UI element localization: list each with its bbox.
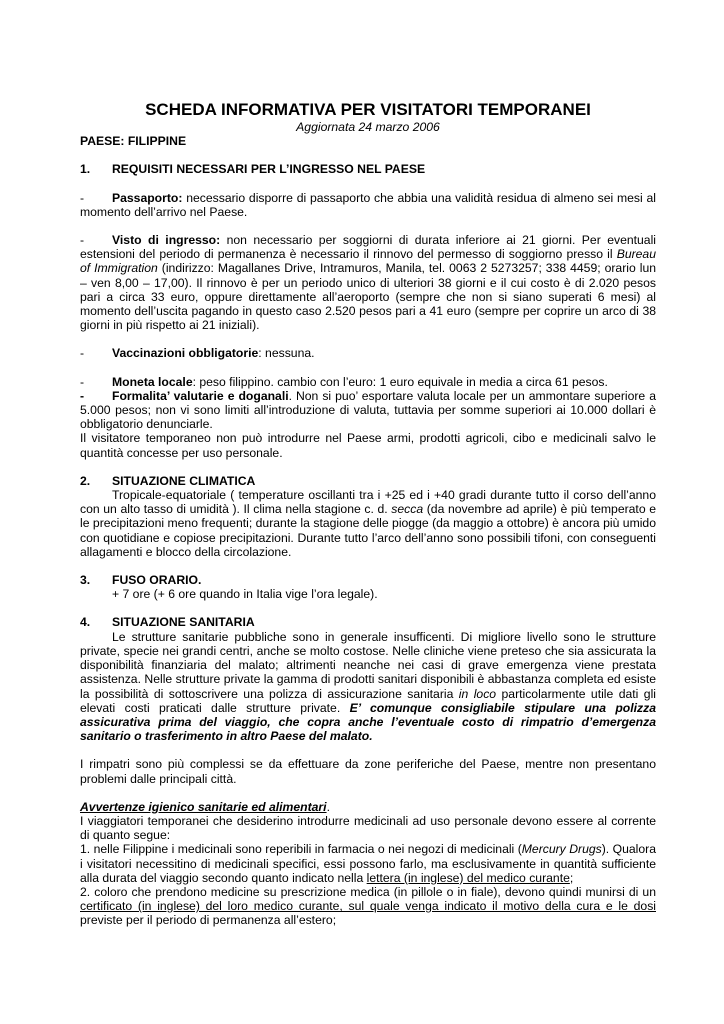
section-number: 4. <box>80 615 91 630</box>
passport-label: Passaporto: <box>112 190 183 205</box>
section-title: SITUAZIONE CLIMATICA <box>112 473 256 488</box>
health-paragraph: Le strutture sanitarie pubbliche sono in generale insufficenti. Di migliore livello sono le strutture private, specie nei grandi centri, anche se molto costose. Nelle cliniche viene preteso che sia assicurata la disponibilità finanziaria del malato; altrimenti neanche nei casi di grave emergenza viene prestata assistenza. Nelle strutture private la gamma di prodotti sanitari disponibili è abbastanza completa ed esiste la possibilità di sottoscrivere una polizza di assicurazione sanitaria in loco particolarmente utile dati gli elevati costi praticati dalle strutture private. E’ comunque consigliabile stipulare una polizza assicurativa prima del viaggio, che copra anche l’eventuale costo di rimpatrio d’emergenza sanitario o trasferimento in altro Paese del malato. <box>80 629 656 744</box>
section-title: REQUISITI NECESSARI PER L’INGRESSO NEL PAESE <box>112 162 426 177</box>
section-number: 1. <box>80 162 91 177</box>
document-page <box>80 100 656 928</box>
climate-paragraph: Tropicale-equatoriale ( temperature oscillanti tra i +25 ed i +40 gradi durante tutto il corso dell’anno con un alto tasso di umidità ). Il clima nella stagione c. d. secca (da novembre ad aprile) è più temperato e le precipitazioni meno frequenti; durante la stagione delle piogge (da maggio a ottobre) è ancora più umido con quotidiane e copiose precipitazioni. Durante tutto l’arco dell’anno sono possibili tifoni, con conseguenti allagamenti e blocco della circolazione. <box>80 488 656 559</box>
country-label: PAESE: FILIPPINE <box>80 134 187 149</box>
warnings-intro: I viaggiatori temporanei che desiderino introdurre medicinali ad uso personale devono essere al corrente di quanto segue: <box>80 813 656 843</box>
section-number: 2. <box>80 473 91 488</box>
section-title: SITUAZIONE SANITARIA <box>112 615 255 630</box>
customs-label: Formalita’ valutarie e doganali <box>112 388 289 403</box>
currency-label: Moneta locale <box>112 374 193 389</box>
document-title: SCHEDA INFORMATIVA PER VISITATORI TEMPORANEI <box>145 100 591 119</box>
customs-paragraph: - Formalita’ valutarie e doganali. Non si puo’ esportare valuta locale per un ammontare superiore a 5.000 pesos; non vi sono limiti all’introduzione di valuta, tuttavia per somme superiori ai 10.000 dollari è obbligatorio denunciarle. <box>80 388 656 432</box>
currency-paragraph: - Moneta locale: peso filippino. cambio con l’euro: 1 euro equivale in media a circa 61 pesos. <box>80 374 608 389</box>
repatriation-paragraph: I rimpatri sono più complessi se da effettuare da zone periferiche del Paese, mentre non presentano problemi dalle principali città. <box>80 757 656 786</box>
warning-item-1: 1. nelle Filippine i medicinali sono reperibili in farmacia o nei negozi di medicinali (Mercury Drugs). Qualora i visitatori necessitino di medicinali specifici, essi possono farlo, ma esclusivamente in quantità sufficiente alla durata del viaggio secondo quanto indicato nella lettera (in inglese) del medico curante; <box>80 842 656 885</box>
section-number: 3. <box>80 573 91 588</box>
section-4-heading <box>80 615 656 629</box>
import-paragraph: Il visitatore temporaneo non può introdurre nel Paese armi, prodotti agricoli, cibo e medicinali salvo le quantità concesse per uso personale. <box>80 431 656 460</box>
section-2-heading <box>80 474 656 488</box>
update-date: Aggiornata 24 marzo 2006 <box>296 120 440 134</box>
visa-paragraph: - Visto di ingresso: non necessario per soggiorni di durata inferiore ai 21 giorni. Per eventuali estensioni del periodo di permanenza è necessario il rinnovo del permesso di soggiorno presso il Bureau of Immigration (indirizzo: Magallanes Drive, Intramuros, Manila, tel. 0063 2 5273257; 338 4459; orario lun – ven 8,00 – 17,00). Il rinnovo è per un periodo unico di ulteriori 38 giorni e il cui costo è di 2.020 pesos pari a circa 33 euro, oppure direttamente all’aeroporto (sempre che non si siano superati 6 mesi) al momento dell’uscita pagando in questo caso 2.520 pesos pari a 41 euro (sempre per coprire un arco di 38 giorni in più rispetto ai 21 iniziali). <box>80 233 656 333</box>
vaccination-paragraph: - Vaccinazioni obbligatorie: nessuna. <box>80 346 315 361</box>
timezone-paragraph: + 7 ore (+ 6 ore quando in Italia vige l’ora legale). <box>112 587 378 602</box>
visa-label: Visto di ingresso: <box>112 233 221 248</box>
warning-item-2: 2. coloro che prendono medicine su prescrizione medica (in pillole o in fiale), devono quindi munirsi di un certificato (in inglese) del loro medico curante, sul quale venga indicato il motivo della cura e le dosi previste per il periodo di permanenza all’estero; <box>80 884 656 928</box>
section-title: FUSO ORARIO. <box>112 573 202 588</box>
insurance-advice: E’ comunque consigliabile stipulare una polizza assicurativa prima del viaggio, che copra anche l’eventuale costo di rimpatrio d’emergenza sanitario o trasferimento in altro Paese del malato. <box>80 700 656 744</box>
passport-paragraph: - Passaporto: necessario disporre di passaporto che abbia una validità residua di almeno sei mesi al momento dell’arrivo nel Paese. <box>80 190 656 219</box>
section-3-heading <box>80 573 656 587</box>
section-1-heading <box>80 162 656 176</box>
vaccination-label: Vaccinazioni obbligatorie <box>112 346 259 361</box>
warnings-heading: Avvertenze igienico sanitarie ed alimentari. <box>80 799 330 814</box>
